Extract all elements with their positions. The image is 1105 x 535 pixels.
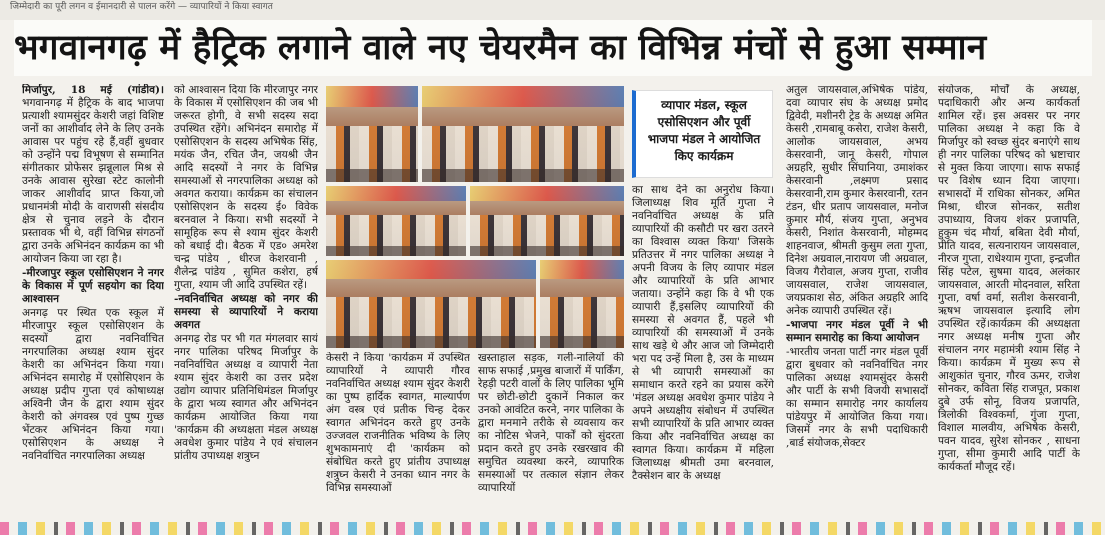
column-2 [174,84,318,514]
col1-subheading: -मीरजापुर स्कूल एसोसिएशन ने नगर के विकास में पूर्ण सहयोग का दिया आश्वासन [22,267,164,305]
photo-felicitation-5 [326,260,536,348]
highlight-box [632,90,773,178]
col4-paragraph-1: अतुल जायसवाल,अभिषेक पांडेय, दवा व्यापार संघ के अध्यक्ष प्रमोद द्विवेदी, मशीनरी ट्रेड के अध्यक्ष अमित केसरी ,रामबाबू कसेरा, राजेश केसरी, आलोक जायसवाल, अभय केसरवानी, जानू केसरी, गोपाल अग्रहरि, सुधीर सिंघानिया, उमाशंकर केसरवानी ,लक्ष्मण प्रसाद केसरवानी,राम कुमार केसरवानी, रतन टंडन, धीर प्रताप जायसवाल, मनोज कुमार मौर्य, संजय गुप्ता, अनुभव केसरी, निशांत केसरवानी, मोहम्मद शाहनवाज, श्रीमती कुसुम लता गुप्ता, दिनेश अग्रवाल,नारायण जी अग्रवाल, विजय गैरोवाल, अजय गुप्ता, राजीव जायसवाल, राजेश जायसवाल, जयप्रकाश सेठ, अंकित अग्रहरि आदि अनेक व्यापारी उपस्थित रहें। [786,84,928,317]
column-5 [938,84,1080,514]
col1-paragraph-1: भगवानगढ़ में हैट्रिक के बाद भाजपा प्रत्याशी श्यामसुंदर केशरी जहां विशिष्ट जनों का आशीर्वाद लेने के लिए उनके आवास पर पहुंच रहे हैं,वहीं बुधवार को उन्होंने पद्म विभूषण से सम्मानित संगीतकार प्रोफेसर झन्नूलाल मिश्र से उनके आवास सुरेखा स्टेट कालोनी जाकर आशीर्वाद प्राप्त किया,जो प्रधानमंत्री मोदी के वाराणसी संसदीय क्षेत्र से चुनाव लड़ने के दौरान प्रस्तावक भी थे, वहीं विभिन्न संगठनों द्वारा उनके अभिनंदन कार्यक्रम का भी आयोजन किया जा रहा है। [22,97,164,265]
dateline: मिर्जापुर, 18 मई (गांडीव)। [22,84,164,96]
highlight-line-3: भाजपा मंडल ने आयोजित [647,132,761,146]
color-registration-strip [0,522,1105,535]
photo-felicitation-3 [326,186,466,256]
column-1 [22,84,164,514]
photo-felicitation-1 [326,86,418,182]
highlight-line-4: किए कार्यक्रम [674,149,734,163]
col2-paragraph-2: अनगढ़ रोड पर भी गत मंगलवार सायं नगर पालिका परिषद मिर्जापुर के नवनिर्वाचित अध्यक्ष व व्यापारी नेता श्याम सुंदर केशरी का उत्तर प्रदेश उद्योग व्यापार प्रतिनिधिमंडल मिर्जापुर के द्वारा भव्य स्वागत और अभिनंदन कार्यक्रम आयोजित किया गया 'कार्यक्रम की अध्यक्षता मंडल अध्यक्ष अवधेश कुमार पांडेय ने एवं संचालन प्रांतीय उपाध्यक्ष शत्रुघ्न [174,333,318,462]
photo-felicitation-6 [540,260,624,348]
col5-paragraph-1: संयोजक, मोर्चों के अध्यक्ष, पदाधिकारी और अन्य कार्यकर्ता शामिल रहें। इस अवसर पर नगर पालिका अध्यक्ष ने कहा कि वे मिर्जापुर को स्वच्छ सुंदर बनाएंगे साथ ही नगर पालिका परिषद को भ्रष्टाचार से मुक्त किया जाएगा। साफ सफाई पर विशेष ध्यान दिया जाएगा। सभासदों में राधिका सोनकर, अमित मिश्रा, धीरज सोनकर, सतीश उपाध्याय, विजय शंकर प्रजापति, हुकुम चंद मौर्या, बबिता देवी मौर्या, प्रीति यादव, सत्यनारायन जायसवाल, नीरज गुप्ता, राधेश्याम गुप्ता, इन्द्रजीत सिंह पटेल, सुषमा यादव, अलंकार जायसवाल, आरती मोदनवाल, सरिता गुप्ता, वर्षा वर्मा, सतीश केसरवानी, ऋषभ जायसवाल इत्यादि लोग उपस्थित रहें।कार्यक्रम की अध्यक्षता नगर अध्यक्ष मनीष गुप्ता और संचालन नगर महामंत्री श्याम सिंह ने किया। कार्यक्रम में मुख्य रूप से आशुकांत चुनार, गौरव ऊमर, राजेश सोनकर, कविता सिंह राजपूत, प्रकाश दुबे उर्फ सोनू, विजय प्रजापति, त्रिलोकी विश्वकर्मा, गुंजा गुप्ता, विशाल मालवीय, अभिषेक केसरी, पवन यादव, सुरेश सोनकर , साधना गुप्ता, सीमा कुमारी आदि पार्टी के कार्यकर्ता मौजूद रहें। [938,84,1080,473]
col1-paragraph-2: अनगढ़ पर स्थित एक स्कूल में मीरजापुर स्कूल एसोसिएशन के सदस्यों द्वारा नवनिर्वाचित नगरपालिका अध्यक्ष श्याम सुंदर केशरी का अभिनंदन किया गया। अभिनंदन समारोह में एसोसिएशन के अध्यक्ष प्रदीप गुप्ता एवं कोषाध्यक्ष अश्विनी जैन के द्वारा श्याम सुंदर केशरी को अंगवस्त्र एवं पुष्प गुच्छ भेंटकर अभिनंदन किया गया। एसोसिएशन के अध्यक्ष ने नवनिर्वाचित नगरपालिका अध्यक्ष [22,307,164,462]
col3-paragraph: का साथ देने का अनुरोध किया। जिलाध्यक्ष शिव मूर्ति गुप्ता ने नवनिर्वाचित अध्यक्ष के प्रति व्यापारियों की कसौटी पर खरा उतरने का विश्वास व्यक्त किया' जिसके प्रतिउत्तर में नगर पालिका अध्यक्ष ने अपनी विजय के लिए व्यापार मंडल और व्यापारियों के प्रति आभार जताया। उन्होंने कहा कि वे भी एक व्यापारी हैं,इसलिए व्यापारियों की समस्या से अवगत हैं, पहले भी व्यापारियों की समस्याओं में उनके साथ खड़े थे और आज जो जिम्मेदारी भरा पद उन्हें मिला है, उस के माध्यम से भी व्यापारी समस्याओं का समाधान करते रहने का प्रयास करेंगे 'मंडल अध्यक्ष अवधेश कुमार पांडेय ने अपने अध्यक्षीय संबोधन में उपस्थित सभी व्यापारियों के प्रति आभार व्यक्त किया और नवनिर्वाचित अध्यक्ष का स्वागत किया। कार्यक्रम में महिला जिलाध्यक्ष श्रीमती उमा बरनवाल, टैक्सेशन बार के अध्यक्ष [632,184,774,482]
column-4 [786,84,928,514]
col2-paragraph-1: को आश्वासन दिया कि मीरजापुर नगर के विकास में एसोसिएशन की जब भी जरूरत होगी, वे सभी सदस्य सदा उपस्थित रहेंगे। अभिनंदन समारोह में एसोसिएशन के सदस्य अभिषेक सिंह, मयंक जैन, रचित जैन, जयश्री जैन आदि सदस्यों ने नगर के विभिन्न समस्याओं से नगरपालिका अध्यक्ष को अवगत कराया। कार्यक्रम का संचालन एसोसिएशन के सदस्य ई० विवेक बरनवाल ने किया। सभी सदस्यों ने सामूहिक रूप से श्याम सुंदर केशरी को बधाई दी। बैठक में एड० अमरेश चन्द्र पांडेय , धीरज केशरवानी , शैलेन्द्र पांडेय , सुमित कशेरा, हर्ष गुप्ता, श्याम जी आदि उपस्थित रहें। [174,84,318,291]
col4-subheading: -भाजपा नगर मंडल पूर्वी ने भी सम्मान समारोह का किया आयोजन [786,319,928,344]
photo-felicitation-4 [470,186,624,256]
col2-subheading: -नवनिर्वाचित अध्यक्ष को नगर की समस्या से व्यापारियों ने कराया अवगत [174,293,318,331]
top-strip: जिम्मेदारी का पूरी लगन व ईमानदारी से पालन करेंगे — व्यापारियों ने किया स्वागत [0,0,1105,20]
column-caption-1 [326,352,470,512]
photo-felicitation-2 [422,86,624,182]
column-3 [632,184,774,514]
highlight-line-1: व्यापार मंडल, स्कूल [661,98,747,112]
col4-paragraph-2: -भारतीय जनता पार्टी नगर मंडल पूर्वी द्वारा बुधवार को नवनिर्वाचित नगर पालिका अध्यक्ष श्यामसुंदर केसरी और पार्टी के सभी विजयी सभासदों का सम्मान समारोह नगर कार्यालय पांडेयपुर में आयोजित किया गया। जिसमें नगर के सभी पदाधिकारी ,बार्ड संयोजक,सेक्टर [786,346,928,449]
headline-text: भगवानगढ़ में हैट्रिक लगाने वाले नए चेयरमैन का विभिन्न मंचों से हुआ सम्मान [14,28,987,68]
headline [14,20,1092,76]
highlight-line-2: एसोसिएशन और पूर्वी [657,115,751,129]
caption-paragraph-2: खस्ताहाल सड़क, गली-नालियों की साफ सफाई ,प्रमुख बाजारों में पार्किंग, रेहड़ी पटरी वालों के लिए पालिका भूमि पर छोटी-छोटी दुकानें निकाल कर उनको आवंटित करने, नगर पालिका के द्वारा मनमाने तरीके से व्यवसाय कर का नोटिस भेजने, पार्कों को सुंदरता प्रदान करते हुए उनके रखरखाव की समुचित व्यवस्था करने, व्यापारिक समस्याओं पर तत्काल संज्ञान लेकर व्यापारियों [478,352,624,494]
caption-paragraph-1: केसरी ने किया 'कार्यक्रम में उपस्थित व्यापारियों ने व्यापारी गौरव नवनिर्वाचित अध्यक्ष श्याम सुंदर केशरी का पुष्प हार्दिक स्वागत, माल्यार्पण अंग वस्त्र एवं प्रतीक चिन्ह देकर स्वागत अभिनंदन करते हुए उनके उज्जवल राजनीतिक भविष्य के लिए शुभकामनाएं दी 'कार्यक्रम को संबोधित करते हुए प्रांतीय उपाध्यक्ष शत्रुघ्न केसरी ने उनका ध्यान नगर के विभिन्न समस्याओं [326,352,470,494]
photo-collage [326,86,624,348]
column-caption-2 [478,352,624,512]
